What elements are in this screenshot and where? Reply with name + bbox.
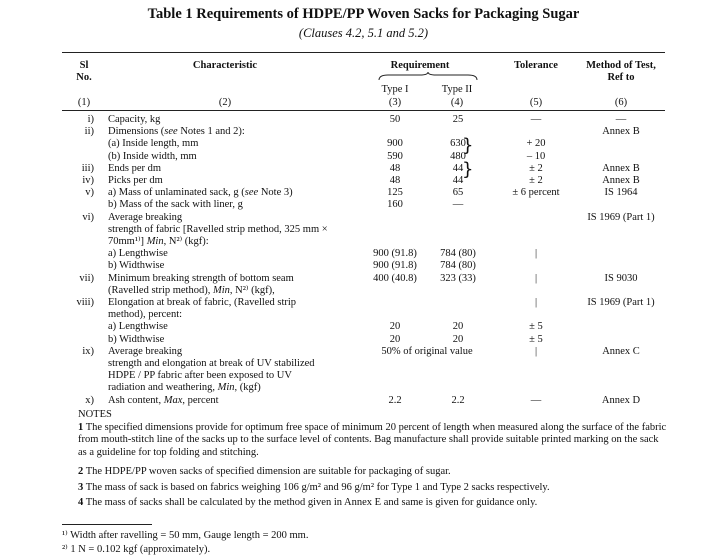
- cell-t1: 900 (91.8): [373, 248, 417, 260]
- cell-t2: 784 (80): [440, 248, 476, 260]
- cell-char: Minimum breaking strength of bottom seam: [108, 272, 294, 284]
- note-3: [78, 482, 668, 494]
- cell-sl: iii): [81, 162, 94, 174]
- top-rule: [62, 52, 665, 53]
- cell-method: Annex B: [602, 175, 640, 186]
- cell-char: a) Mass of unlaminated sack, g (see Note 3): [108, 187, 293, 199]
- cell-t2: 44: [452, 162, 464, 174]
- cell-t2: 44: [452, 175, 464, 186]
- note-4-text: The mass of sacks shall be calculated by the method given in Annex E and same is given for guidance only.: [85, 497, 538, 508]
- cell-tol: ± 2: [529, 162, 543, 174]
- cell-method: IS 1964: [604, 187, 638, 199]
- cell-char: b) Widthwise: [108, 260, 165, 272]
- header-index-6: (6): [614, 97, 628, 108]
- note-2-text: The HDPE/PP woven sacks of specified dimension are suitable for packaging of sugar.: [85, 466, 451, 477]
- cell-char: radiation and weathering, Min, (kgf): [108, 382, 261, 394]
- header-method-1: Method of Test,: [586, 60, 656, 71]
- cell-t2: 480: [450, 150, 466, 162]
- cell-char: strength and elongation at break of UV stabilized: [108, 358, 315, 369]
- cell-char: Elongation at break of fabric, (Ravelled strip: [108, 297, 297, 308]
- cell-char: 70mm¹⁾] Min, N²⁾ (kgf):: [108, 236, 209, 247]
- cell-char: strength of fabric [Ravelled strip method, 325 mm ×: [108, 223, 328, 235]
- header-type1: Type I: [381, 84, 409, 95]
- cell-sl: vi): [82, 211, 94, 223]
- cell-char: Average breaking: [108, 211, 183, 223]
- cell-tol: ± 6 percent: [512, 187, 560, 199]
- cell-char: (Ravelled strip method), Min, N²⁾ (kgf),: [108, 284, 275, 296]
- note-3-number: 3: [78, 482, 84, 493]
- cell-tol: |: [534, 248, 538, 260]
- cell-t2: 323 (33): [440, 272, 476, 284]
- cell-char: a) Lengthwise: [108, 321, 168, 333]
- cell-t1: 900 (91.8): [373, 260, 417, 272]
- cell-sl: vii): [79, 272, 94, 284]
- cell-char: b) Widthwise: [108, 333, 165, 345]
- cell-tol: – 10: [526, 150, 546, 162]
- cell-sl: i): [87, 114, 94, 125]
- cell-t1: 20: [389, 321, 401, 333]
- cell-t1: 900: [387, 138, 403, 150]
- note-2-number: 2: [78, 466, 84, 477]
- footnote-rule: [62, 524, 152, 525]
- notes-heading: NOTES: [78, 409, 112, 420]
- table-subtitle: (Clauses 4.2, 5.1 and 5.2): [298, 26, 429, 40]
- cell-t2: 25: [452, 114, 464, 125]
- note-3-text: The mass of sack is based on fabrics weighing 106 g/m² and 96 g/m² for Type 1 and Type 2 sacks respectively.: [85, 482, 550, 493]
- cell-t12: 50% of original value: [381, 345, 473, 357]
- dimension-brace: }: [462, 135, 474, 156]
- cell-char: Ends per dm: [108, 162, 162, 174]
- cell-t2: —: [452, 199, 464, 211]
- cell-method: Annex B: [602, 126, 640, 138]
- header-requirement: Requirement: [390, 60, 450, 71]
- cell-t2: 2.2: [451, 394, 465, 406]
- cell-tol: ± 5: [529, 321, 543, 333]
- cell-char: Average breaking: [108, 345, 183, 357]
- table-title: Table 1 Requirements of HDPE/PP Woven Sacks for Packaging Sugar: [147, 6, 580, 22]
- cell-method: Annex C: [602, 345, 640, 357]
- cell-char: (b) Inside width, mm: [108, 150, 197, 162]
- header-index-4: (4): [450, 97, 464, 108]
- cell-t1: 160: [387, 199, 403, 211]
- cell-char: a) Lengthwise: [108, 248, 168, 260]
- header-type2: Type II: [441, 84, 473, 95]
- cell-method: IS 1969 (Part 1): [587, 211, 655, 223]
- cell-char: (a) Inside length, mm: [108, 138, 199, 150]
- note-4-number: 4: [78, 497, 84, 508]
- cell-t2: 630: [450, 138, 466, 150]
- cell-char: Ash content, Max, percent: [108, 394, 219, 406]
- cell-t1: 2.2: [388, 394, 402, 406]
- cell-t2: 20: [452, 333, 464, 345]
- cell-method: —: [615, 114, 627, 125]
- footnote-1: ¹⁾ Width after ravelling = 50 mm, Gauge length = 200 mm.: [62, 530, 309, 541]
- cell-tol: |: [534, 345, 538, 357]
- cell-tol: ± 2: [529, 175, 543, 186]
- cell-t1: 125: [387, 187, 403, 199]
- cell-char: Dimensions (see Notes 1 and 2):: [108, 126, 245, 138]
- header-characteristic: Characteristic: [192, 60, 258, 71]
- header-index-3: (3): [388, 97, 402, 108]
- header-no: No.: [76, 72, 92, 83]
- header-sl: Sl: [79, 60, 89, 71]
- cell-sl: x): [85, 394, 94, 406]
- footnote-2: ²⁾ 1 N = 0.102 kgf (approximately).: [62, 544, 211, 555]
- cell-t1: 400 (40.8): [373, 272, 417, 284]
- cell-sl: iv): [82, 175, 94, 186]
- header-index-5: (5): [529, 97, 543, 108]
- cell-char: Capacity, kg: [108, 114, 161, 125]
- cell-t1: 20: [389, 333, 401, 345]
- requirement-brace: [378, 72, 478, 82]
- cell-char: HDPE / PP fabric after been exposed to UV: [108, 370, 292, 382]
- cell-tol: —: [530, 394, 542, 406]
- cell-sl: ii): [84, 126, 94, 138]
- cell-tol: —: [530, 114, 542, 125]
- cell-tol: ± 5: [529, 333, 543, 345]
- cell-t2: 784 (80): [440, 260, 476, 272]
- cell-t1: 48: [389, 175, 401, 186]
- note-1-number: 1: [78, 422, 84, 433]
- cell-t1: 50: [389, 114, 401, 125]
- cell-t1: 590: [387, 150, 403, 162]
- cell-tol: |: [534, 272, 538, 284]
- cell-char: method), percent:: [108, 309, 183, 321]
- note-1: [78, 422, 668, 459]
- cell-sl: viii): [76, 297, 94, 308]
- cell-t2: 65: [452, 187, 464, 199]
- cell-tol: + 20: [526, 138, 546, 150]
- cell-method: IS 9030: [604, 272, 638, 284]
- cell-method: IS 1969 (Part 1): [587, 297, 655, 308]
- note-2: [78, 466, 668, 478]
- cell-tol: |: [534, 297, 538, 308]
- note-4: [78, 497, 668, 509]
- header-index-1: (1): [77, 97, 91, 108]
- cell-t1: 48: [389, 162, 401, 174]
- header-tolerance: Tolerance: [514, 60, 558, 71]
- cell-sl: v): [85, 187, 94, 199]
- cell-method: Annex D: [601, 394, 641, 406]
- ends-picks-brace: }: [462, 159, 474, 180]
- cell-t2: 20: [452, 321, 464, 333]
- cell-char: b) Mass of the sack with liner, g: [108, 199, 243, 211]
- header-method-2: Ref to: [607, 72, 635, 83]
- cell-method: Annex B: [602, 162, 640, 174]
- cell-char: Picks per dm: [108, 175, 163, 186]
- note-1-text: The specified dimensions provide for optimum free space of minimum 20 percent of length when measured along the surface of the fabric from mouth-stitch line of the sacks up to the surface level of contents. Bag manufacture shall provide suitable printed marking on the sack as a guideline for top folding and stitching.: [78, 422, 667, 458]
- header-index-2: (2): [218, 97, 232, 108]
- cell-sl: ix): [82, 345, 94, 357]
- header-rule: [62, 110, 665, 111]
